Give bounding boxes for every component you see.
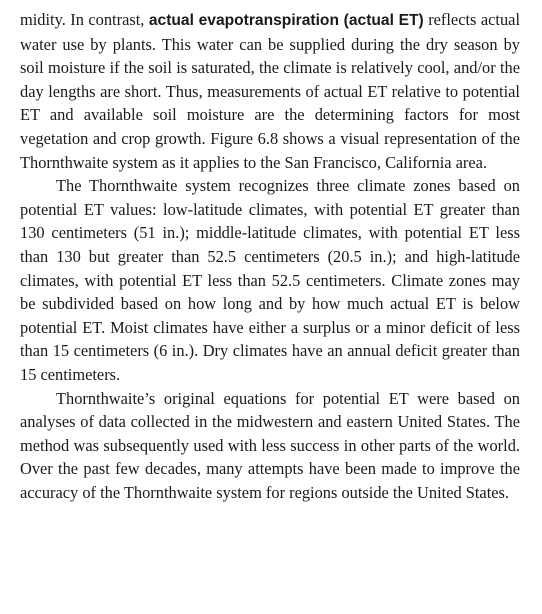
paragraph-climate-zones: The Thornthwaite system recognizes three climate zones based on potential ET values: low-latitude climates, with potential ET greater than 130 centimeters (51 in.); middle-latitude climates, with potential ET less than 130 but greater than 52.5 centimeters (20.5 in.); and high-latitude climates, with potential ET less than 52.5 centimeters. Climate zones may be subdivided based on how long and by how much actual ET is below potential ET. Moist climates have either a surplus or a minor deficit of less than 15 centimeters (6 in.). Dry climates have an annual deficit greater than 15 centimeters.: [20, 176, 520, 384]
paragraph-actual-et: [20, 8, 520, 174]
paragraph-thornthwaite-equations: Thornthwaite’s original equations for potential ET were based on analyses of data collected in the midwestern and eastern United States. The method was subsequently used with less success in other parts of the world. Over the past few decades, many attempts have been made to improve the accuracy of the Thornthwaite system for regions outside the United States.: [20, 388, 520, 502]
key-term-actual-et: actual evapotranspiration (actual ET): [148, 12, 424, 29]
paragraph-1-body-text: reflects actual water use by plants. This water can be supplied during the dry season by soil moisture if the soil is saturated, the climate is relatively cool, and/or the day lengths are short. Thus, measurements of actual ET relative to potential ET and available soil moisture are the determining factors for most vegetation and crop growth. Figure 6.8 shows a visual representation of the Thornthwaite system as it applies to the San Francisco, California area.: [20, 10, 520, 172]
paragraph-1-lead-text: midity. In contrast,: [20, 10, 149, 29]
